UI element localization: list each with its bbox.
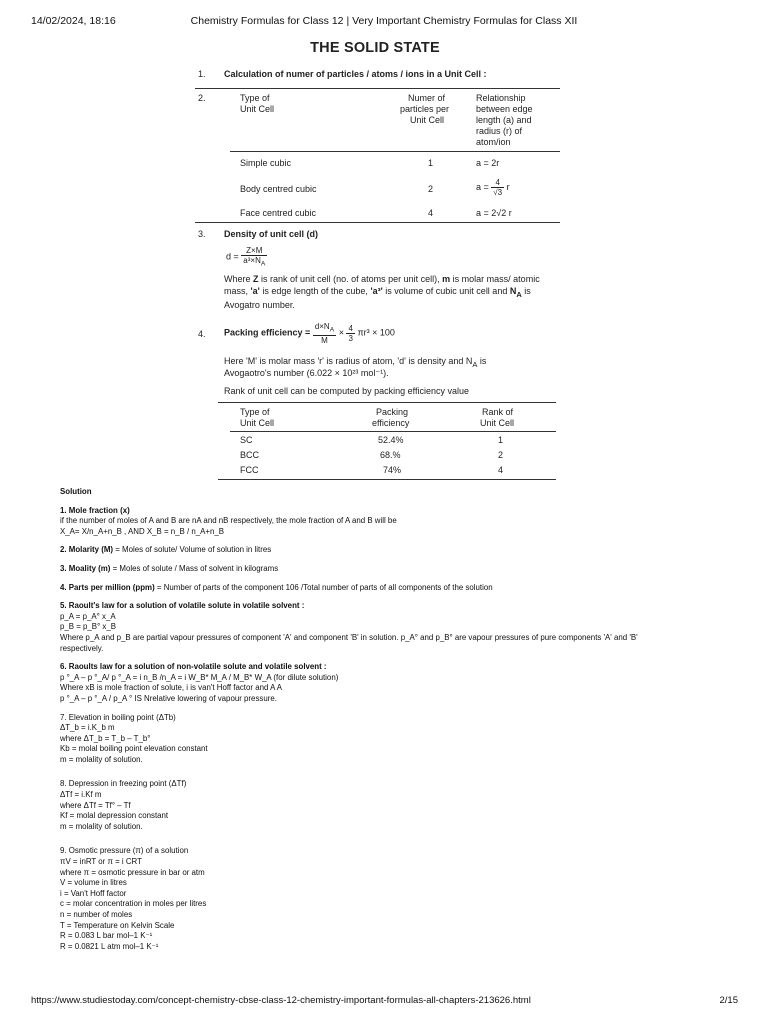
column-header: between edge [476,104,533,114]
column-header: particles per [400,104,450,114]
text-line: where ΔTf = Tf° – Tf [60,800,131,810]
solution-heading: Solution [60,487,92,496]
column-header: Rank of [482,407,514,417]
text-line: Kb = molal boiling point elevation constant [60,744,208,754]
column-header: atom/ion [476,137,511,147]
item-number: 2. [198,93,206,103]
density-explanation: Where Z is rank of unit cell (no. of atoms per unit cell), m is molar mass/ atomic mass, 'a' is edge length of the cube, 'a³' is volume of cubic unit cell and $N_A$ is Avogatro number. [224,274,540,310]
solution-section [60,487,750,952]
rel-prefix: a = [476,181,489,192]
table-cell: SC [240,435,253,445]
table-cell: 4 [498,465,504,475]
column-header: Unit Cell [480,418,515,428]
text-line: n = number of moles [60,910,133,919]
column-header: Relationship [476,93,526,103]
text-line: if the number of moles of A and B are nA and nB respectively, the mole fraction of A and B will be [60,516,397,526]
fraction [491,178,504,197]
packing-explanation-line: Here 'M' is molar mass 'r' is radius of atom, 'd' is density and $N_A$ is [224,356,487,369]
bcc-relationship [476,178,510,197]
fraction-denominator: $a^3\times N_A$ [243,256,266,268]
item-number: 4. [198,329,206,339]
formula-title: 5. Raoult's law for a solution of volatile solute in volatile solvent : [60,601,305,611]
column-header: length (a) and [476,115,532,125]
packing-explanation-line: Avogaotro's number (6.022 × 10²³ mol⁻¹). [224,368,389,378]
table-cell: a = 2r [476,158,500,168]
page-title: Chemistry Formulas for Class 12 | Very Important Chemistry Formulas for Class XII [190,15,578,27]
text-line: m = molality of solution. [60,754,143,764]
fraction [346,324,354,343]
packing-formula: Packing efficiency = $\frac{d\times N_A}{M}$ × $\frac{4}{3}$ πr³ × 100 [224,322,395,345]
formula-title: 8. Depression in freezing point (ΔTf) [60,779,187,789]
text-line: c = molar concentration in moles per litres [60,899,207,909]
table-cell: 68.% [380,450,401,460]
table-cell: a = 2√2 r [476,208,512,218]
column-header: radius (r) of [476,126,523,136]
column-header: Unit Cell [240,418,275,428]
fraction-denominator: M [321,335,328,345]
print-datetime: 14/02/2024, 18:16 [31,15,116,27]
item-number: 1. [198,69,206,79]
table-cell: 1 [498,435,504,445]
table-cell: BCC [240,450,260,460]
fraction-denominator: 3 [348,333,353,343]
column-header: Packing [376,407,409,417]
fraction-numerator: 4 [348,323,353,333]
column-header: efficiency [372,418,410,428]
table-rule [230,151,560,152]
table-cell: 74% [383,465,402,475]
column-header: Unit Cell [240,104,275,114]
text-line: R = 0.083 L bar mol–1 K⁻¹ [60,931,153,941]
table-cell: FCC [240,465,259,475]
text-line: ΔT_b = i.K_b m [60,723,115,733]
table-cell: Simple cubic [240,158,292,168]
text-line: where π = osmotic pressure in bar or atm [60,867,205,877]
text-line: ΔTf = i.Kf m [60,790,102,800]
unit-cell-particles-heading: Calculation of numer of particles / atoms / ions in a Unit Cell : [224,69,487,79]
item-number: 3. [198,229,206,239]
table-cell: Face centred cubic [240,208,317,218]
table-rule [218,402,556,403]
text-line: Where xB is mole fraction of solute, i is van't Hoff factor and A A [60,683,282,693]
text-line: T = Temperature on Kelvin Scale [60,920,175,930]
column-header: Type of [240,93,270,103]
fraction [313,322,336,345]
column-header: Type of [240,407,270,417]
text-line: p °_A – p °_A / p_A ° IS Nrelative lowering of vapour pressure. [60,693,277,703]
text-line: p_B = p_B° x_B [60,622,117,632]
table-rule [195,88,560,89]
text-line: V = volume in litres [60,878,127,888]
table-rule [195,222,560,223]
text-line: where ΔT_b = T_b – T_b° [60,733,151,743]
table-cell: Body centred cubic [240,184,317,194]
table-rule [218,479,556,480]
density-heading: Density of unit cell (d) [224,229,319,239]
fraction-numerator: Z×M [241,246,267,256]
text-line: p_A = p_A° x_A [60,611,116,621]
ppm-line: 4. Parts per million (ppm) = Number of parts of the component 106 /Total number of parts of all components of the solution [60,582,493,592]
table-cell: 1 [428,158,434,168]
table-cell: 2 [428,184,434,194]
fraction-numerator: $d\times N_A$ [314,322,335,334]
rel-suffix: r [506,181,510,192]
table-cell: 52.4% [378,435,404,445]
text-line: Kf = molal depression constant [60,811,169,821]
column-header: Numer of [408,93,446,103]
section-title: THE SOLID STATE [310,40,440,56]
text-line: Where p_A and p_B are partial vapour pressures of component 'A' and component 'B' in solution. p_A° and p_B° are vapour pressures of pure components 'A' and 'B' [60,632,638,642]
rank-line: Rank of unit cell can be computed by packing efficiency value [224,386,469,396]
column-header: Unit Cell [410,115,445,125]
page-number: 2/15 [719,995,738,1006]
text-line: p °_A – p °_A/ p °_A = i n_B /n_A = i W_B* M_A / M_B* W_A (for dilute solution) [60,672,339,682]
formula-title: 1. Mole fraction (x) [60,505,130,515]
text-line: respectively. [60,643,104,653]
molarity-line: 2. Molarity (M) = Moles of solute/ Volume of solution in litres [60,545,272,555]
fraction [241,246,267,269]
formula-title: 9. Osmotic pressure (π) of a solution [60,846,189,856]
table-rule [230,431,556,432]
formula-title: 7. Elevation in boiling point (ΔTb) [60,712,176,722]
source-url: https://www.studiestoday.com/concept-chemistry-cbse-class-12-chemistry-important-formulas-all-chapters-213626.html [31,995,531,1006]
fraction-denominator: √3 [493,188,503,197]
moality-line: 3. Moality (m) = Moles of solute / Mass of solvent in kilograms [60,563,279,573]
table-cell: 2 [498,450,504,460]
text-line: R = 0.0821 L atm mol–1 K⁻¹ [60,941,159,951]
formula-title: 6. Raoults law for a solution of non-volatile solute and volatile solvent : [60,662,327,672]
density-formula [226,246,267,269]
solid-state-scan [190,38,560,483]
text-line: m = molality of solution. [60,821,143,831]
table-cell: 4 [428,208,434,218]
fraction-numerator: 4 [491,178,504,188]
text-line: πV = inRT or π = i CRT [60,857,142,867]
formula-lhs: d = [226,251,239,262]
text-line: X_A= X/n_A+n_B , AND X_B = n_B / n_A+n_B [60,526,225,536]
text-line: i = Van't Hoff factor [60,888,127,898]
